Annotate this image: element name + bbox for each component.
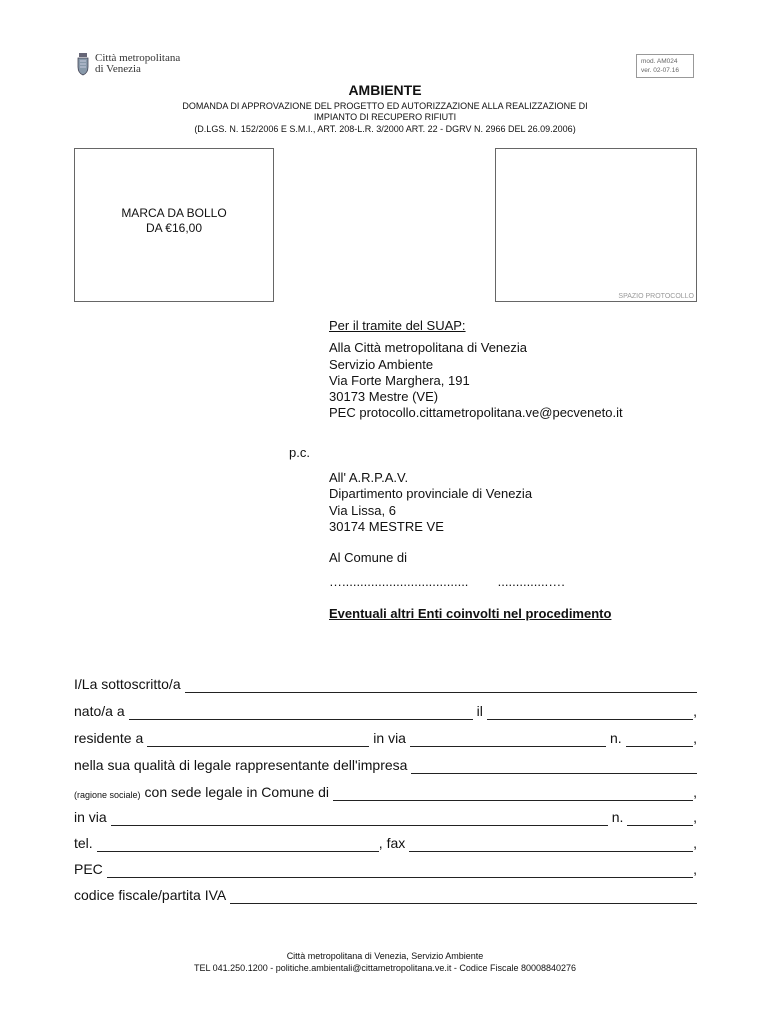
subtitle-line-1: DOMANDA DI APPROVAZIONE DEL PROGETTO ED AUTORIZZAZIONE ALLA REALIZZAZIONE DI [182,101,588,111]
birthdate-field[interactable] [487,705,693,720]
logo-line-1: Città metropolitana [95,52,181,64]
pc-label: p.c. [289,445,310,460]
arpav-line-1: All' A.R.P.A.V. [329,470,409,485]
registered-office-field[interactable] [333,786,693,801]
residence-street-label: in via [373,730,406,746]
residence-number-label: n. [609,730,622,746]
office-street-field[interactable] [111,811,608,826]
protocol-box [495,148,697,302]
document-title: AMBIENTE [348,82,422,98]
coat-of-arms-icon [76,52,90,76]
comma: , [693,730,697,746]
subtitle-line-2: IMPIANTO DI RECUPERO RIFIUTI [313,112,457,122]
row-office-street [74,808,697,826]
logo-text [95,53,180,75]
row-registered-office [74,783,697,801]
subtitle-line-3: (D.LGS. N. 152/2006 E S.M.I., ART. 208-L.R. 3/2000 ART. 22 - DGRV N. 2966 DEL 26.09.2006) [194,124,576,134]
arpav-line-4: 30174 MESTRE VE [329,518,444,534]
row-birth [74,702,697,720]
residence-city-field[interactable] [147,732,369,747]
residence-street-field[interactable] [410,732,606,747]
office-number-field[interactable] [627,811,693,826]
company-name-note: (ragione sociale) [74,790,141,800]
undersigned-field[interactable] [185,678,697,693]
row-contacts [74,834,697,852]
tel-field[interactable] [97,837,379,852]
form-code: mod. AM024 [641,58,678,65]
born-on-label: il [476,703,483,719]
row-tax-code [74,886,697,904]
form-code-box [636,54,694,78]
suap-line-2: Servizio Ambiente [329,356,434,372]
city-logo [76,52,180,76]
office-number-label: n. [611,809,624,825]
fax-label: fax [386,835,406,851]
stamp-line-1: MARCA DA BOLLO [121,206,227,220]
footer-line-2: TEL 041.250.1200 - politiche.ambientali@cittametropolitana.ve.it - Codice Fiscale 80008840276 [193,963,577,973]
tax-code-label: codice fiscale/partita IVA [74,887,227,903]
comma: , [693,861,697,877]
other-entities-heading: Eventuali altri Enti coinvolti nel procedimento [329,606,612,621]
suap-line-1: Alla Città metropolitana di Venezia [329,340,528,356]
comune-province-dots: ..............…. [497,574,565,589]
pec-field[interactable] [107,863,693,878]
stamp-line-2: DA €16,00 [145,221,203,235]
revenue-stamp-box [74,148,274,302]
comma: , [693,784,697,800]
comune-label: Al Comune di [329,550,408,565]
suap-line-5: PEC protocollo.cittametropolitana.ve@pecveneto.it [329,405,623,421]
residence-number-field[interactable] [626,732,693,747]
undersigned-label: I/La sottoscritto/a [74,676,181,692]
fax-field[interactable] [409,837,693,852]
arpav-line-3: Via Lissa, 6 [329,502,396,518]
office-street-label: in via [74,809,107,825]
comma: , [693,835,697,851]
arpav-line-2: Dipartimento provinciale di Venezia [329,486,533,502]
row-pec [74,860,697,878]
protocol-label: SPAZIO PROTOCOLLO [618,293,694,300]
suap-line-4: 30173 Mestre (VE) [329,389,439,405]
logo-line-2: di Venezia [95,63,141,75]
footer-line-1: Città metropolitana di Venezia, Servizio Ambiente [286,951,484,961]
tax-code-field[interactable] [230,889,697,904]
tel-label: tel. [74,835,93,851]
arpav-address-block [329,470,532,535]
birthplace-field[interactable] [129,705,473,720]
row-residence [74,729,697,747]
born-in-label: nato/a a [74,703,125,719]
suap-heading: Per il tramite del SUAP: [329,318,466,333]
comma: , [378,835,383,851]
row-undersigned [74,675,697,693]
capacity-label: nella sua qualità di legale rappresentante dell'impresa [74,757,408,773]
pec-label: PEC [74,861,103,877]
row-capacity [74,756,697,774]
comma: , [693,703,697,719]
comma: , [693,809,697,825]
suap-line-3: Via Forte Marghera, 191 [329,372,470,388]
form-version: ver. 02-07.16 [641,67,679,74]
comune-dots[interactable] [329,574,565,590]
comune-name-dots: …................................... [329,574,469,589]
suap-address-block [329,318,623,422]
company-field[interactable] [411,759,697,774]
registered-office-label: con sede legale in Comune di [144,784,330,800]
revenue-stamp-label [75,206,273,236]
resident-label: residente a [74,730,144,746]
